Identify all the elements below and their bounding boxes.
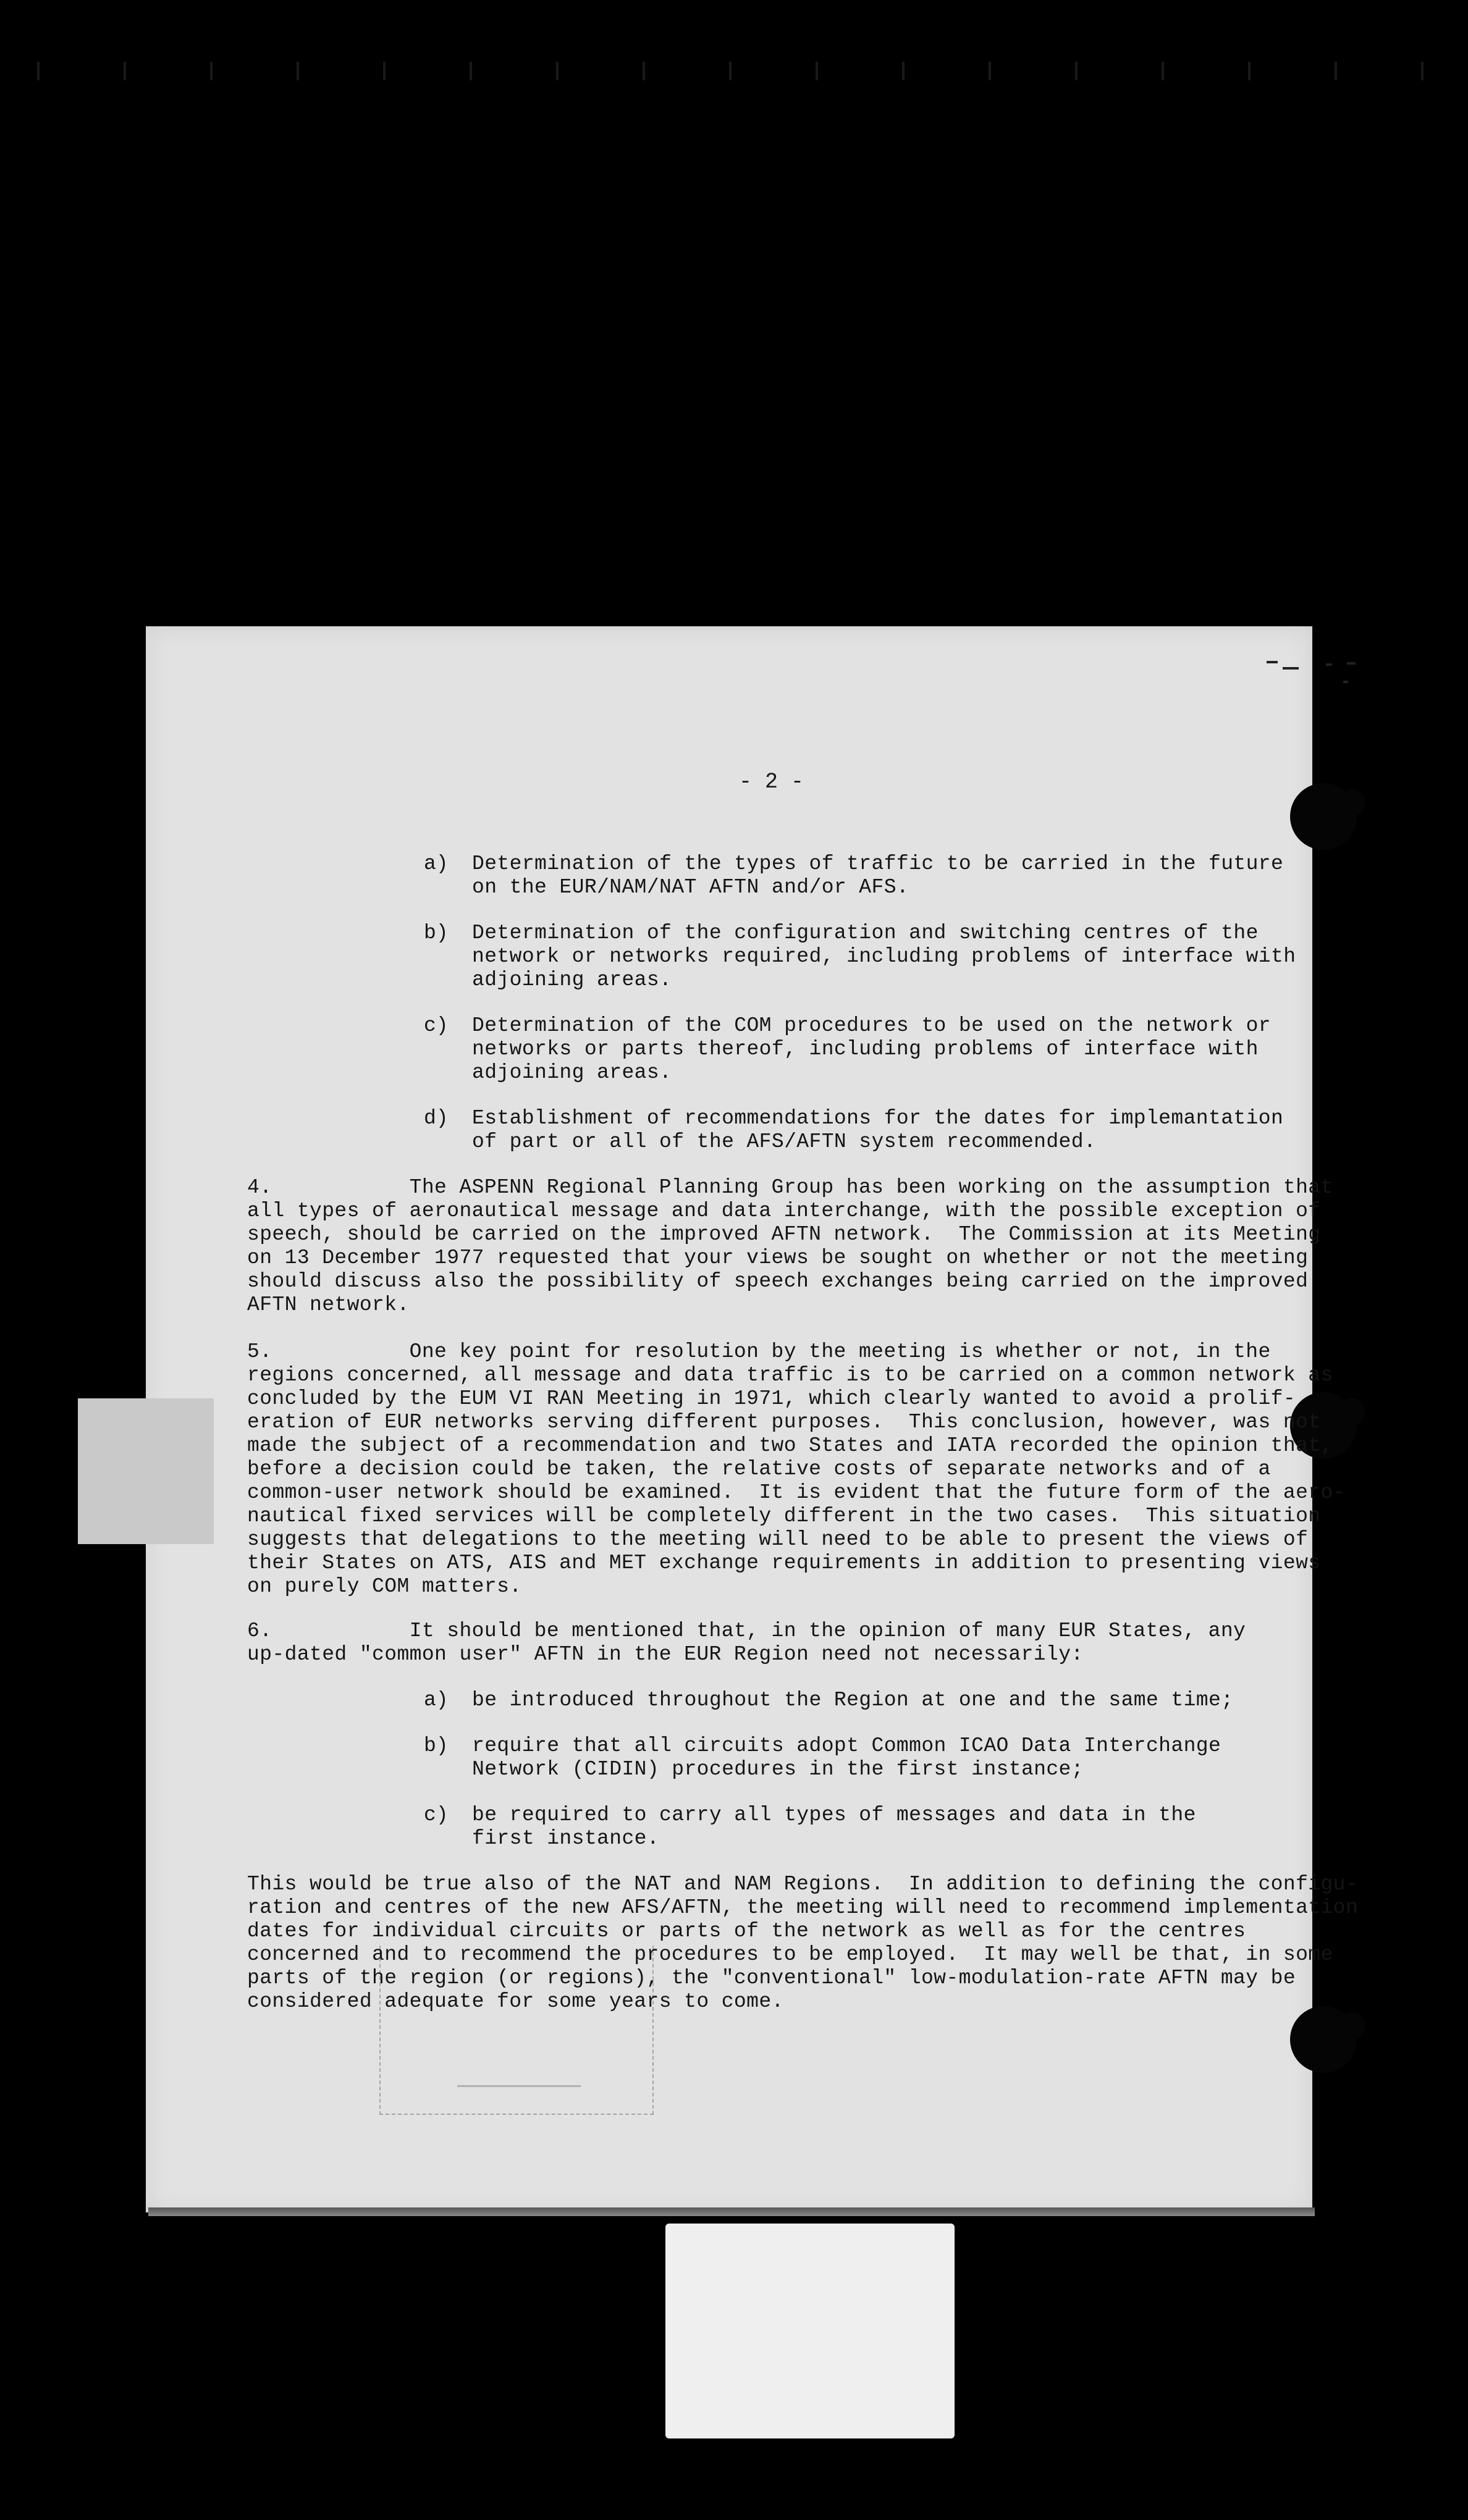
list-marker: a) [424,1689,449,1712]
punch-hole-bottom [1290,2006,1357,2073]
list-item-text: be required to carry all types of messages and data in the first instance. [472,1804,1196,1850]
page-bottom-edge [148,2207,1315,2216]
bottom-white-card [665,2224,955,2438]
list-item-text: Determination of the types of traffic to be carried in the future on the EUR/NAM/NAT AFTN and/or AFS. [472,852,1284,899]
list-item-text: Determination of the COM procedures to be used on the network or networks or parts thereof, including problems of interface with adjoining areas. [472,1014,1272,1084]
paragraph-final: This would be true also of the NAT and NAM Regions. In addition to defining the configu- ration and centres of the new AFS/AFTN, the meeting will need to recommend implementation dates for individual circuits or parts of the network as well as for the centres concerned and to recommend the procedures to be employed. It may well be that, in some parts of the region (or regions), the "conventional" low-modulation-rate AFTN may be considered adequate for some years to come. [247,1873,1359,2013]
paragraph-4: 4. The ASPENN Regional Planning Group has been working on the assumption that all types of aeronautical message and data interchange, with the possible exception of speech, should be carried on the improved AFTN network. The Commission at its Meeting on 13 December 1977 requested that your views be sought on whether or not the meeting should discuss also the possibility of speech exchanges being carried on the improved AFTN network. [247,1176,1333,1316]
list-marker: b) [424,1734,449,1757]
list-item-text: Establishment of recommendations for the dates for implemantation of part or all of the AFS/AFTN system recommended. [472,1107,1284,1153]
list-item-text: be introduced throughout the Region at one and the same time; [472,1689,1234,1712]
paragraph-6: 6. It should be mentioned that, in the opinion of many EUR States, any up-dated "common user" AFTN in the EUR Region need not necessarily: [247,1619,1246,1666]
list-marker: c) [424,1804,449,1826]
list-marker: b) [424,922,449,944]
list-marker: c) [424,1014,449,1037]
list-item-text: Determination of the configuration and switching centres of the network or networks required, including problems of interface with adjoining areas. [472,922,1296,991]
list-item-text: require that all circuits adopt Common ICAO Data Interchange Network (CIDIN) procedures in the first instance; [472,1734,1221,1781]
scan-noise-strip [0,62,1468,80]
paper-specks [1267,655,1365,692]
list-marker: d) [424,1107,449,1130]
side-index-tab [78,1398,214,1544]
punch-hole-top [1290,783,1357,850]
paragraph-5: 5. One key point for resolution by the meeting is whether or not, in the regions concerned, all message and data traffic is to be carried on a common network as concluded by the EUM VI RAN Meeting in 1971, which clearly wanted to avoid a prolif- eration of EUR networks serving different purposes. This conclusion, however, was not made the subject of a recommendation and two States and IATA recorded the opinion that, before a decision could be taken, the relative costs of separate networks and of a common-user network should be examined. It is evident that the future form of the aero- nautical fixed services will be completely different in the two cases. This situation suggests that delegations to the meeting will need to be able to present the views of their States on ATS, AIS and MET exchange requirements in addition to presenting views on purely COM matters. [247,1340,1346,1598]
list-marker: a) [424,852,449,875]
faint-stamp-mark [457,2060,581,2087]
page-number: - 2 - [739,770,804,794]
